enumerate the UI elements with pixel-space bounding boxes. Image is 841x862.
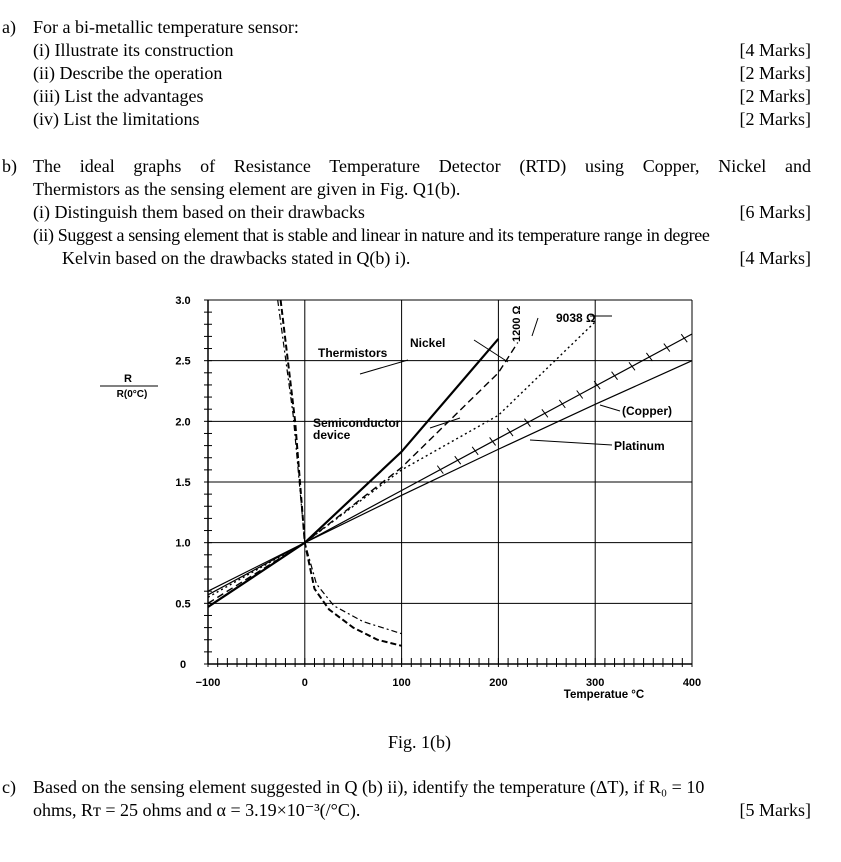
copper-tick-mark (664, 344, 670, 352)
copper-tick-mark (577, 390, 583, 398)
copper-tick-mark (472, 447, 478, 455)
qa-item-4: (iv) List the limitations (33, 109, 200, 129)
qa-label: a) (2, 17, 16, 37)
series-nickel (208, 339, 498, 607)
copper-tick-mark (455, 456, 461, 464)
leader-thermistors (360, 360, 408, 374)
qc-marks: [5 Marks] (739, 800, 811, 820)
copper-tick-mark (507, 428, 513, 436)
y-tick-label: 2.0 (175, 416, 191, 429)
x-tick-label: 0 (301, 677, 308, 689)
y-tick-label: 0.5 (175, 598, 191, 611)
x-tick-label: 400 (682, 677, 702, 689)
label-platinum: Platinum (614, 439, 665, 453)
qc-label: c) (2, 777, 16, 797)
qb-line-2: Thermistors as the sensing element are given in Fig. Q1(b). (33, 179, 461, 199)
x-axis-label: Temperatue °C (563, 689, 645, 701)
qa-item-4-marks: [2 Marks] (739, 109, 811, 129)
label-device: device (313, 428, 351, 442)
copper-tick-mark (490, 437, 496, 445)
label-semiconductor: Semiconductor (313, 416, 401, 430)
y-label-numerator: R (124, 373, 132, 385)
qb-ii-marks: [4 Marks] (739, 248, 811, 268)
x-tick-label: 200 (489, 677, 508, 689)
qb-i-text: (i) Distinguish them based on their drawbacks (33, 202, 365, 222)
qb-ii-line-1: (ii) Suggest a sensing element that is stable and linear in nature and its temperature range in degree (33, 225, 710, 245)
y-tick-label: 1.0 (175, 537, 191, 550)
rtd-chart (0, 280, 841, 720)
label-thermistors: Thermistors (318, 346, 388, 360)
qa-item-1-marks: [4 Marks] (739, 40, 811, 60)
x-tick-label: 100 (392, 677, 411, 689)
label-1200-ohm: 1200 Ω (511, 305, 523, 342)
copper-tick-mark (646, 353, 652, 361)
qa-item-3-marks: [2 Marks] (739, 86, 811, 106)
copper-tick-mark (629, 362, 635, 370)
y-tick-label: 3.0 (175, 295, 191, 307)
qc-line-2: ohms, Rᴛ = 25 ohms and α = 3.19×10⁻³(/°C). (33, 800, 361, 820)
leader-semiconductor (430, 418, 460, 428)
qa-title: For a bi-metallic temperature sensor: (33, 17, 299, 37)
copper-tick-mark (681, 334, 687, 342)
y-tick-label: 0 (179, 659, 187, 671)
leader-9038 (532, 318, 538, 336)
chart-series (208, 300, 692, 646)
copper-tick-mark (542, 409, 548, 417)
qa-item-1: (i) Illustrate its construction (33, 40, 234, 60)
qb-ii-line-2: Kelvin based on the drawbacks stated in Q(b) i). (62, 248, 411, 268)
copper-tick-mark (612, 372, 618, 380)
label-nickel: Nickel (410, 336, 446, 350)
leader-copper (600, 405, 620, 411)
label-copper: (Copper) (622, 404, 672, 418)
qb-label: b) (2, 156, 17, 176)
x-tick-label: −100 (195, 677, 221, 689)
chart-ticks (175, 295, 701, 689)
qa-item-2: (ii) Describe the operation (33, 63, 223, 83)
qc-line-1: Based on the sensing element suggested in Q (b) ii), identify the temperature (ΔT), if R₀ = 10 (33, 777, 705, 797)
y-tick-label: 2.5 (175, 355, 191, 368)
x-tick-label: 300 (586, 677, 605, 689)
chart-grid (208, 300, 692, 664)
qa-item-2-marks: [2 Marks] (739, 63, 811, 83)
copper-tick-mark (524, 419, 530, 427)
y-label-denominator: R(0°C) (116, 389, 148, 400)
figure-caption: Fig. 1(b) (388, 732, 451, 752)
leader-platinum (530, 440, 612, 445)
qb-line-1: The ideal graphs of Resistance Temperature Detector (RTD) using Copper, Nickel and (33, 156, 811, 176)
qa-item-3: (iii) List the advantages (33, 86, 204, 106)
y-tick-label: 1.5 (175, 477, 191, 489)
series-semiconductor-device (208, 342, 518, 603)
copper-tick-mark (559, 400, 565, 408)
copper-tick-mark (437, 466, 443, 474)
series-copper (208, 334, 692, 595)
leader-nickel (474, 340, 508, 362)
label-9038-ohm: 9038 Ω (556, 311, 596, 325)
qb-i-marks: [6 Marks] (739, 202, 811, 222)
